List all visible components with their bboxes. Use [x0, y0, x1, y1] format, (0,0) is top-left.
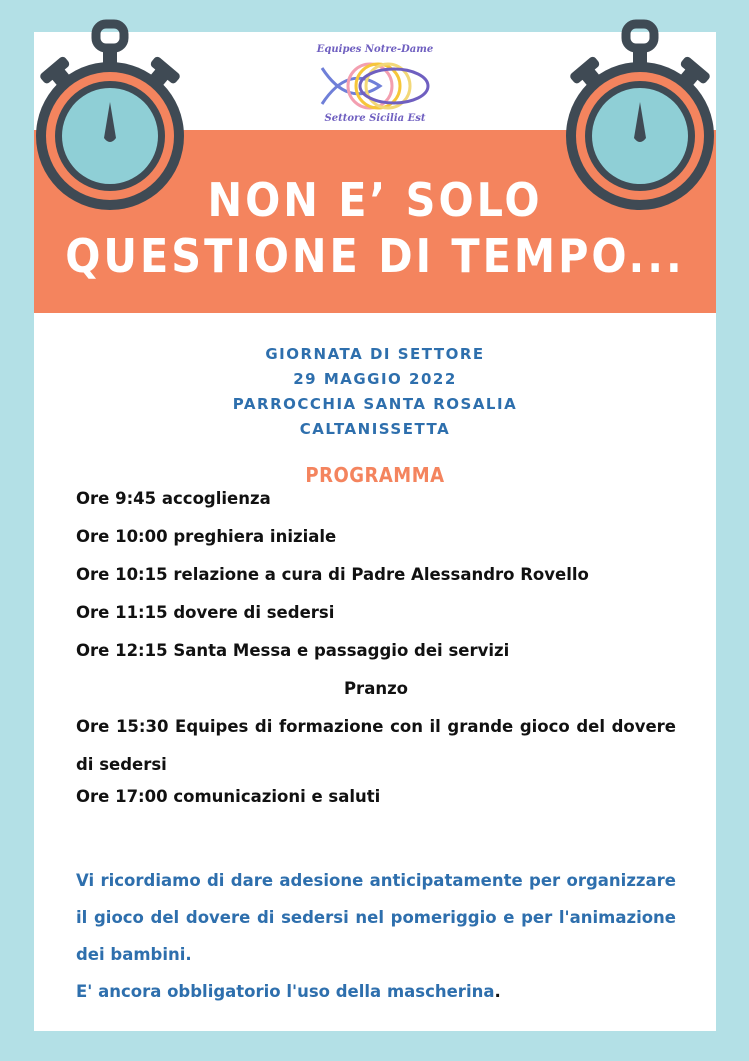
logo	[312, 40, 438, 130]
mask-notice	[76, 973, 676, 1010]
event-venue: PARROCCHIA SANTA ROSALIA	[232, 395, 518, 413]
event-name: GIORNATA DI SETTORE	[265, 345, 485, 363]
list-item: Ore 17:00 comunicazioni e saluti	[76, 787, 381, 806]
mask-notice-text: E' ancora obbligatorio l'uso della mascherina	[76, 982, 495, 1001]
reminder-paragraph: Vi ricordiamo di dare adesione anticipatamente per organizzare il gioco del dovere di sedersi nel pomeriggio e per l'animazione dei bambini.	[76, 871, 676, 964]
event-info	[34, 342, 716, 442]
list-item-lunch: Pranzo	[343, 679, 409, 698]
list-item: Ore 9:45 accoglienza	[76, 489, 271, 508]
reminder-note	[76, 862, 676, 1010]
list-item: Ore 15:30 Equipes di formazione con il grande gioco del dovere di sedersi	[76, 717, 676, 774]
program-list	[76, 486, 676, 822]
list-item: Ore 10:15 relazione a cura di Padre Alessandro Rovello	[76, 565, 589, 584]
program-heading: PROGRAMMA	[305, 463, 445, 487]
logo-fish-rings-icon	[318, 56, 432, 114]
page-title-line1: NON E’ SOLO	[207, 173, 543, 227]
page-title-line2: QUESTIONE DI TEMPO...	[65, 229, 685, 283]
event-date: 29 MAGGIO 2022	[293, 370, 457, 388]
list-item: Ore 11:15 dovere di sedersi	[76, 603, 335, 622]
event-city: CALTANISSETTA	[299, 420, 451, 438]
logo-top-text: Equipes Notre-Dame	[316, 44, 434, 55]
list-item: Ore 12:15 Santa Messa e passaggio dei servizi	[76, 641, 510, 660]
list-item: Ore 10:00 preghiera iniziale	[76, 527, 337, 546]
logo-bottom-text: Settore Sicilia Est	[324, 113, 426, 124]
mask-notice-period: .	[494, 982, 501, 1001]
